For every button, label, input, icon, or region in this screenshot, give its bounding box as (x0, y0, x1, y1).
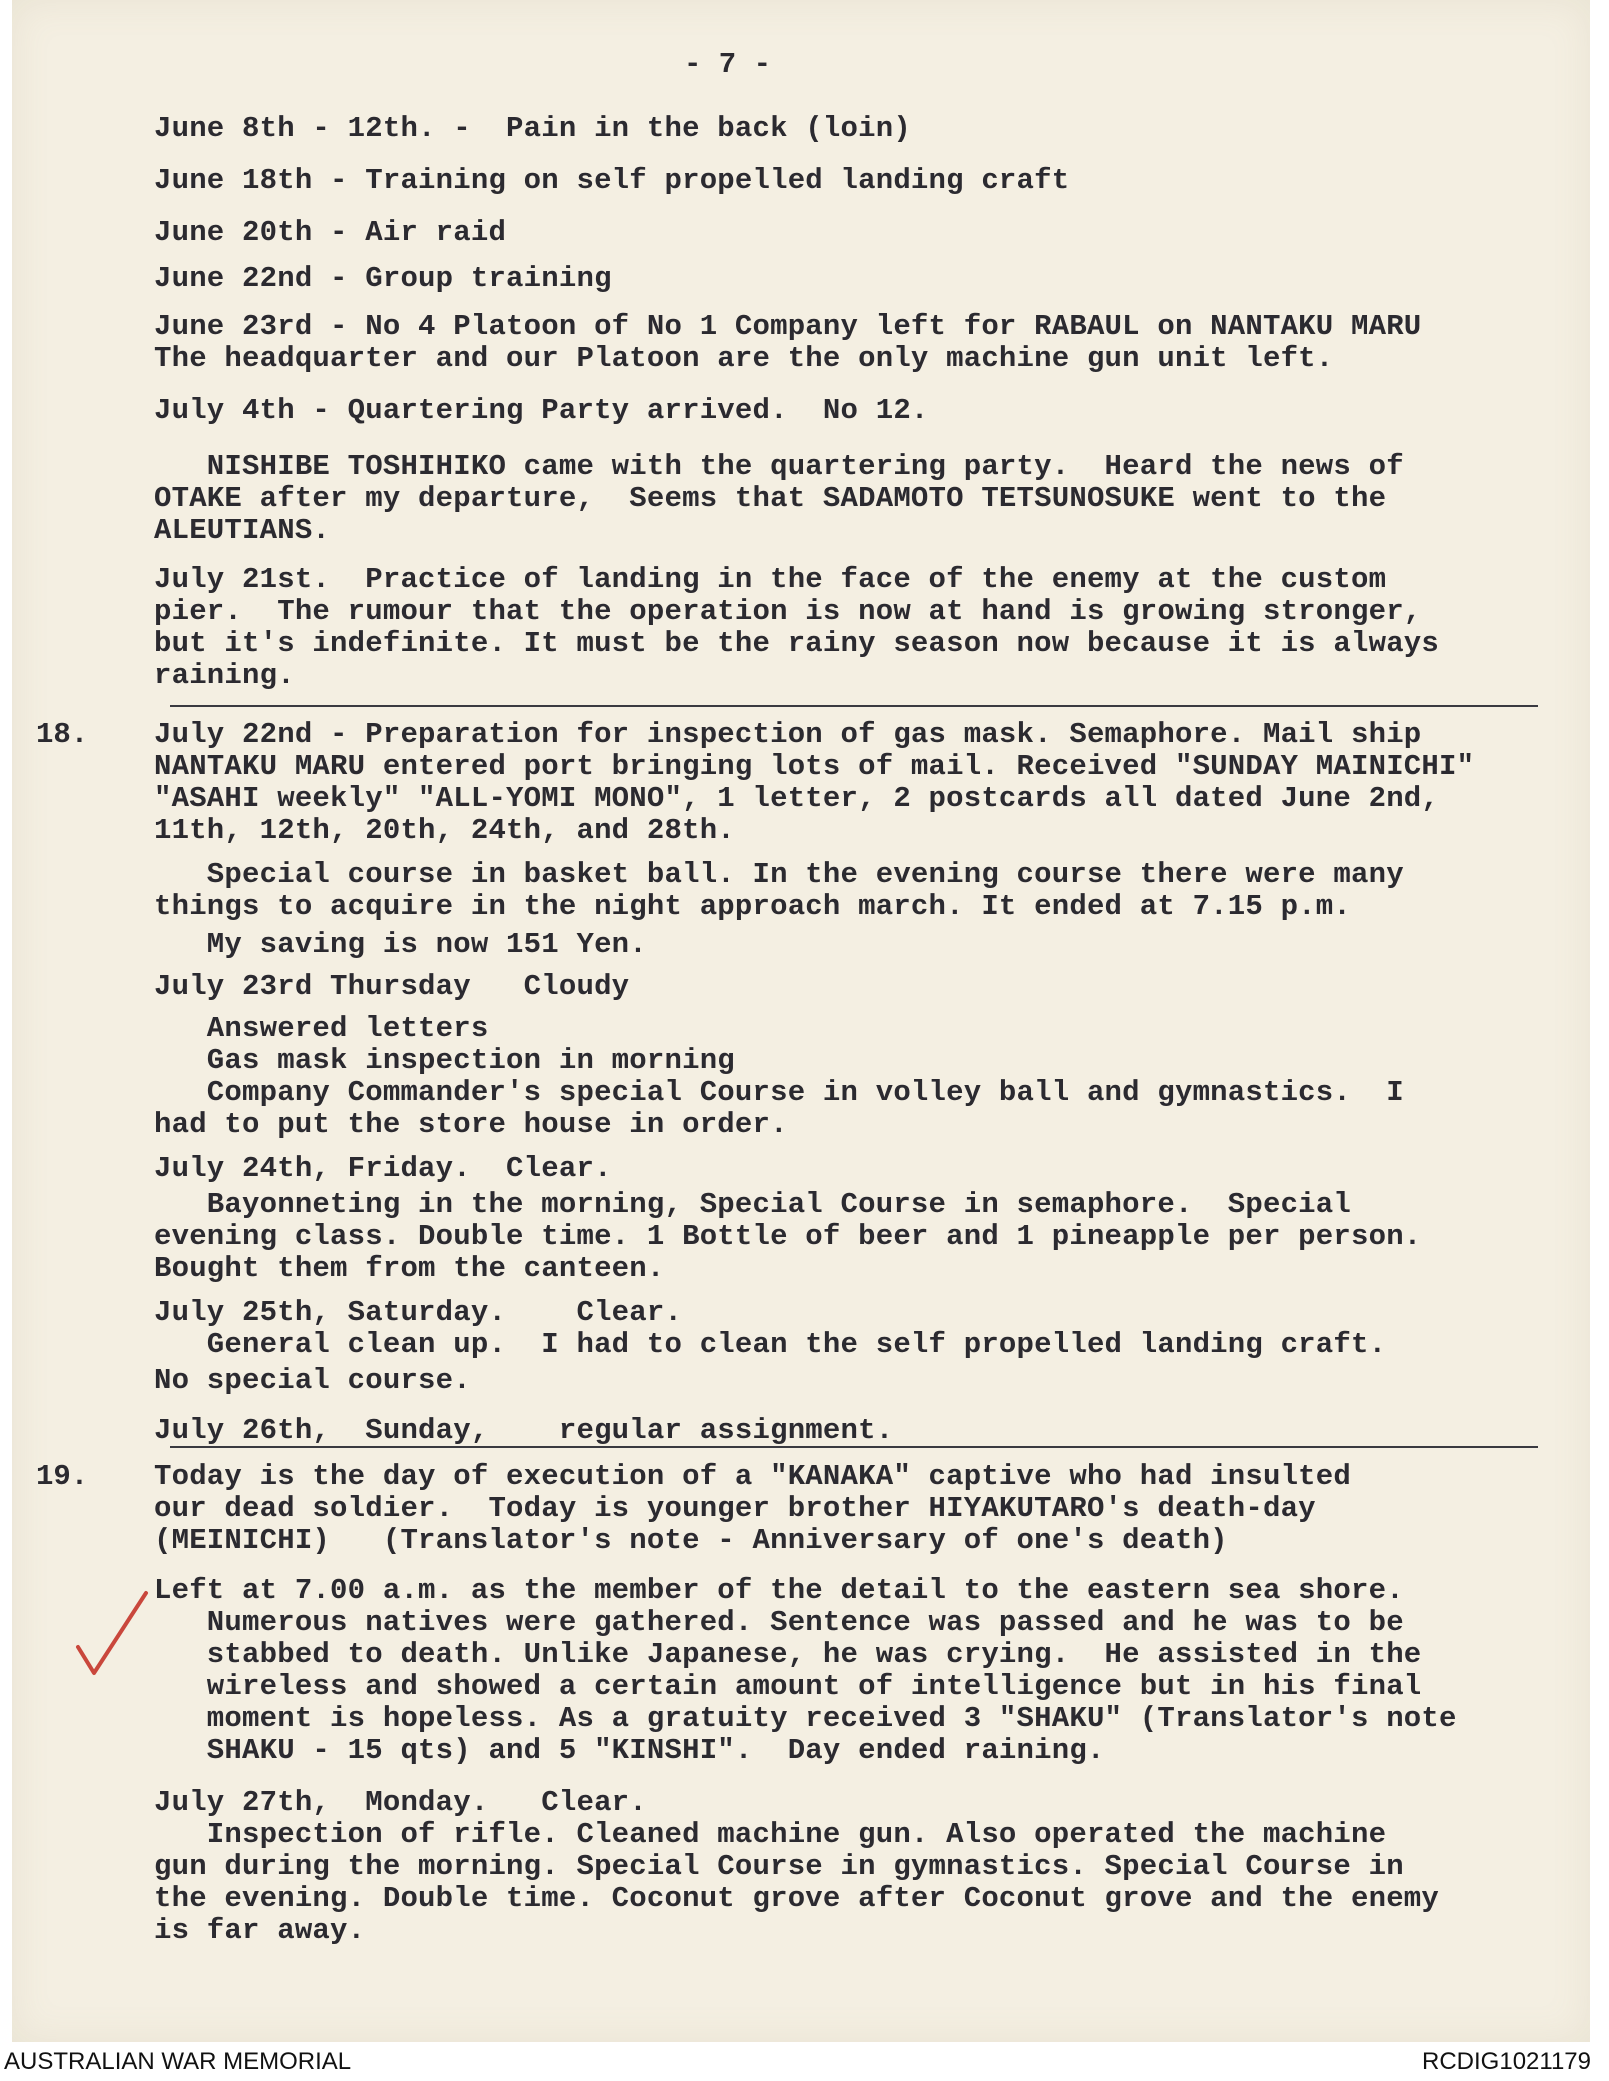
text-line: (MEINICHI) (Translator's note - Anniversary of one's death) (154, 1524, 1228, 1557)
text-line: The headquarter and our Platoon are the only machine gun unit left. (154, 342, 1334, 375)
text-line: NANTAKU MARU entered port bringing lots of mail. Received "SUNDAY MAINICHI" (154, 750, 1475, 783)
text-line: Gas mask inspection in morning (154, 1044, 735, 1077)
section-divider (170, 705, 1538, 707)
text-line: June 8th - 12th. - Pain in the back (loin) (154, 112, 911, 145)
text-line: stabbed to death. Unlike Japanese, he was crying. He assisted in the (154, 1638, 1422, 1671)
text-line: "ASAHI weekly" "ALL-YOMI MONO", 1 letter, 2 postcards all dated June 2nd, (154, 782, 1440, 815)
text-line: General clean up. I had to clean the self propelled landing craft. (154, 1328, 1387, 1361)
text-line: July 21st. Practice of landing in the face of the enemy at the custom (154, 563, 1387, 596)
page-number: - 7 - (684, 48, 772, 81)
text-line: Numerous natives were gathered. Sentence was passed and he was to be (154, 1606, 1404, 1639)
text-line: is far away. (154, 1914, 366, 1947)
text-line: July 22nd - Preparation for inspection of gas mask. Semaphore. Mail ship (154, 718, 1422, 751)
text-line: July 4th - Quartering Party arrived. No 12. (154, 394, 929, 427)
reference-id: RCDIG1021179 (1422, 2048, 1591, 2075)
text-line: wireless and showed a certain amount of intelligence but in his final (154, 1670, 1422, 1703)
paragraph-number-18: 18. (36, 718, 89, 751)
text-line: Company Commander's special Course in volley ball and gymnastics. I (154, 1076, 1404, 1109)
text-line: My saving is now 151 Yen. (154, 928, 647, 961)
text-line: Answered letters (154, 1012, 489, 1045)
text-line: NISHIBE TOSHIHIKO came with the quartering party. Heard the news of (154, 450, 1404, 483)
text-line: July 24th, Friday. Clear. (154, 1152, 612, 1185)
text-line: had to put the store house in order. (154, 1108, 788, 1141)
text-line: things to acquire in the night approach march. It ended at 7.15 p.m. (154, 890, 1351, 923)
text-line: June 23rd - No 4 Platoon of No 1 Company left for RABAUL on NANTAKU MARU (154, 310, 1422, 343)
text-line: ALEUTIANS. (154, 514, 331, 547)
text-line: moment is hopeless. As a gratuity received 3 "SHAKU" (Translator's note (154, 1702, 1457, 1735)
text-line: Bayonneting in the morning, Special Course in semaphore. Special (154, 1188, 1351, 1221)
text-line: No special course. (154, 1364, 471, 1397)
institution-name: AUSTRALIAN WAR MEMORIAL (4, 2048, 352, 2075)
red-check-mark-icon (74, 1585, 154, 1685)
text-line: June 18th - Training on self propelled landing craft (154, 164, 1070, 197)
text-line: June 20th - Air raid (154, 216, 507, 249)
text-line: the evening. Double time. Coconut grove after Coconut grove and the enemy (154, 1882, 1440, 1915)
text-line: OTAKE after my departure, Seems that SADAMOTO TETSUNOSUKE went to the (154, 482, 1387, 515)
text-line: but it's indefinite. It must be the rainy season now because it is always (154, 627, 1440, 660)
text-line: June 22nd - Group training (154, 262, 612, 295)
text-line: pier. The rumour that the operation is now at hand is growing stronger, (154, 595, 1422, 628)
text-line: July 23rd Thursday Cloudy (154, 970, 630, 1003)
text-line: evening class. Double time. 1 Bottle of beer and 1 pineapple per person. (154, 1220, 1422, 1253)
text-line: our dead soldier. Today is younger brother HIYAKUTARO's death-day (154, 1492, 1316, 1525)
text-line: Bought them from the canteen. (154, 1252, 665, 1285)
text-line: Inspection of rifle. Cleaned machine gun. Also operated the machine (154, 1818, 1387, 1851)
text-line: raining. (154, 659, 295, 692)
text-line: 11th, 12th, 20th, 24th, and 28th. (154, 814, 735, 847)
text-line: Today is the day of execution of a "KANAKA" captive who had insulted (154, 1460, 1351, 1493)
document-page (12, 0, 1590, 2042)
paragraph-number-19: 19. (36, 1460, 89, 1493)
text-line: gun during the morning. Special Course in gymnastics. Special Course in (154, 1850, 1404, 1883)
text-line: Special course in basket ball. In the evening course there were many (154, 858, 1404, 891)
archive-footer (0, 2042, 1609, 2081)
text-line: SHAKU - 15 qts) and 5 "KINSHI". Day ended raining. (154, 1734, 1105, 1767)
text-line: July 25th, Saturday. Clear. (154, 1296, 683, 1329)
text-line: July 27th, Monday. Clear. (154, 1786, 647, 1819)
text-line: July 26th, Sunday, regular assignment. (154, 1414, 894, 1447)
text-line: Left at 7.00 a.m. as the member of the detail to the eastern sea shore. (154, 1574, 1404, 1607)
